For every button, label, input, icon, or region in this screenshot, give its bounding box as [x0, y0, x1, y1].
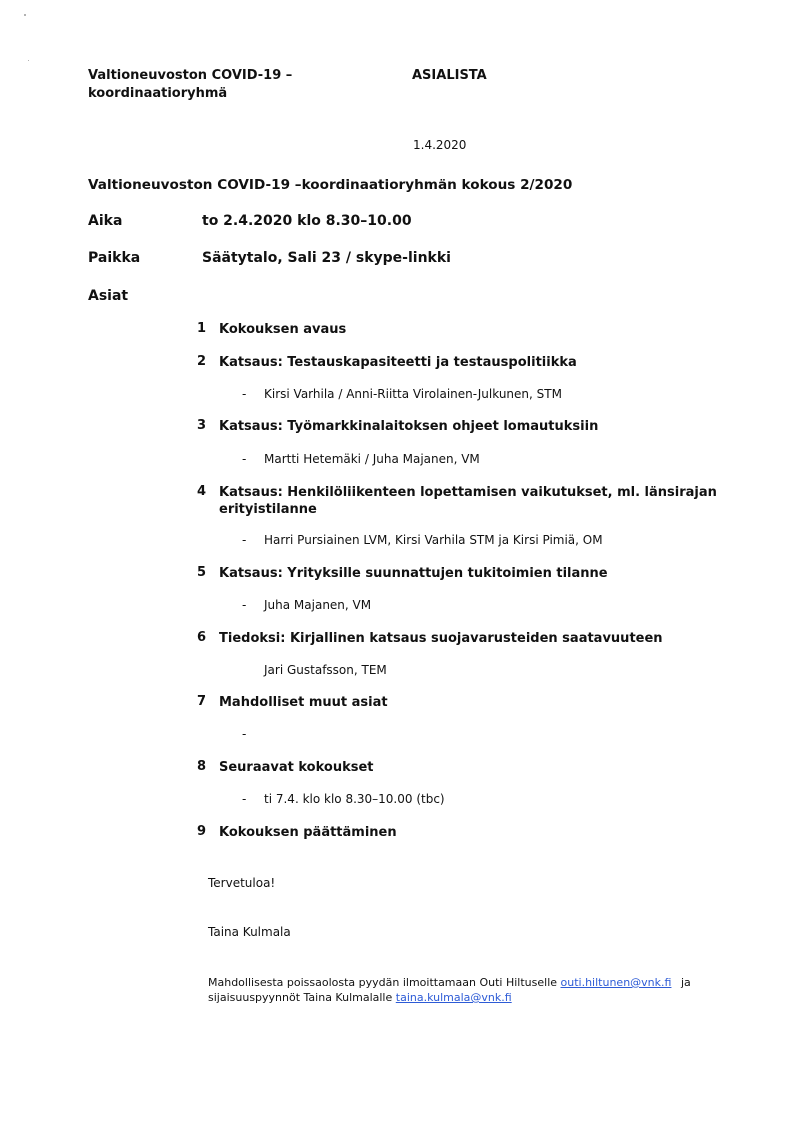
email-link-taina[interactable]: taina.kulmala@vnk.fi: [395, 991, 512, 1004]
agenda-item-title: Seuraavat kokoukset: [219, 760, 374, 775]
agenda-item-title: Katsaus: Testauskapasiteetti ja testauspolitiikka: [219, 355, 577, 370]
organization-line-1: Valtioneuvoston COVID-19 –: [88, 68, 293, 83]
greeting: Tervetuloa!: [208, 876, 276, 890]
absence-note-text-1-end: ja: [680, 976, 691, 989]
agenda-item-presenter: Kirsi Varhila / Anni-Riitta Virolainen-Julkunen, STM: [264, 387, 562, 401]
meeting-title: Valtioneuvoston COVID-19 –koordinaatioryhmän kokous 2/2020: [88, 177, 573, 193]
agenda-item-title-line-2: erityistilanne: [219, 502, 317, 517]
scan-speck: [24, 14, 26, 16]
agenda-item-number: 6: [196, 630, 206, 645]
agenda-item-presenter: Juha Majanen, VM: [264, 598, 372, 612]
agenda-item-presenter: Harri Pursiainen LVM, Kirsi Varhila STM ja Kirsi Pimiä, OM: [264, 533, 603, 547]
document-date: 1.4.2020: [413, 138, 467, 152]
agenda-item-dash: -: [242, 792, 247, 806]
agenda-item-title: Katsaus: Työmarkkinalaitoksen ohjeet lomautuksiin: [219, 419, 599, 434]
agenda-item-title-line-1: Katsaus: Henkilöliikenteen lopettamisen vaikutukset, ml. länsirajan: [219, 485, 717, 500]
agenda-item-presenter: Jari Gustafsson, TEM: [264, 663, 387, 677]
absence-note-text-1: Mahdollisesta poissaolosta pyydän ilmoittamaan Outi Hiltuselle: [208, 976, 558, 989]
signature-name: Taina Kulmala: [208, 925, 291, 939]
absence-note-line-2: [208, 991, 512, 1004]
agenda-item-title: Kokouksen päättäminen: [219, 825, 397, 840]
agenda-item-number: 5: [196, 565, 206, 580]
agenda-item-number: 1: [196, 321, 206, 336]
agenda-item-number: 2: [196, 354, 206, 369]
agenda-item-number: 8: [196, 759, 206, 774]
agenda-item-dash: -: [242, 452, 247, 466]
agenda-item-dash: -: [242, 387, 247, 401]
time-label: Aika: [88, 213, 123, 229]
email-link-outi[interactable]: outi.hiltunen@vnk.fi: [560, 976, 672, 989]
place-value: Säätytalo, Sali 23 / skype-linkki: [202, 250, 451, 266]
agenda-item-number: 4: [196, 484, 206, 499]
organization-line-2: koordinaatioryhmä: [88, 86, 228, 101]
agenda-item-title: Kokouksen avaus: [219, 322, 347, 337]
agenda-item-dash: -: [242, 598, 247, 612]
agenda-item-number: 7: [196, 694, 206, 709]
agenda-item-dash: -: [242, 727, 247, 741]
place-label: Paikka: [88, 250, 141, 266]
agenda-item-dash: -: [242, 533, 247, 547]
agenda-item-title: Mahdolliset muut asiat: [219, 695, 388, 710]
absence-note-line-1: [208, 976, 691, 989]
agenda-item-title: Katsaus: Yrityksille suunnattujen tukitoimien tilanne: [219, 566, 608, 581]
scan-speck: [28, 60, 29, 61]
document-type: ASIALISTA: [412, 68, 487, 83]
agenda-item-number: 3: [196, 418, 206, 433]
time-value: to 2.4.2020 klo 8.30–10.00: [202, 213, 412, 229]
agenda-item-presenter: ti 7.4. klo klo 8.30–10.00 (tbc): [264, 792, 445, 806]
items-label: Asiat: [88, 288, 129, 304]
agenda-item-presenter: Martti Hetemäki / Juha Majanen, VM: [264, 452, 480, 466]
agenda-item-number: 9: [196, 824, 206, 839]
absence-note-text-2: sijaisuuspyynnöt Taina Kulmalalle: [208, 991, 393, 1004]
agenda-item-title: Tiedoksi: Kirjallinen katsaus suojavarusteiden saatavuuteen: [219, 631, 663, 646]
